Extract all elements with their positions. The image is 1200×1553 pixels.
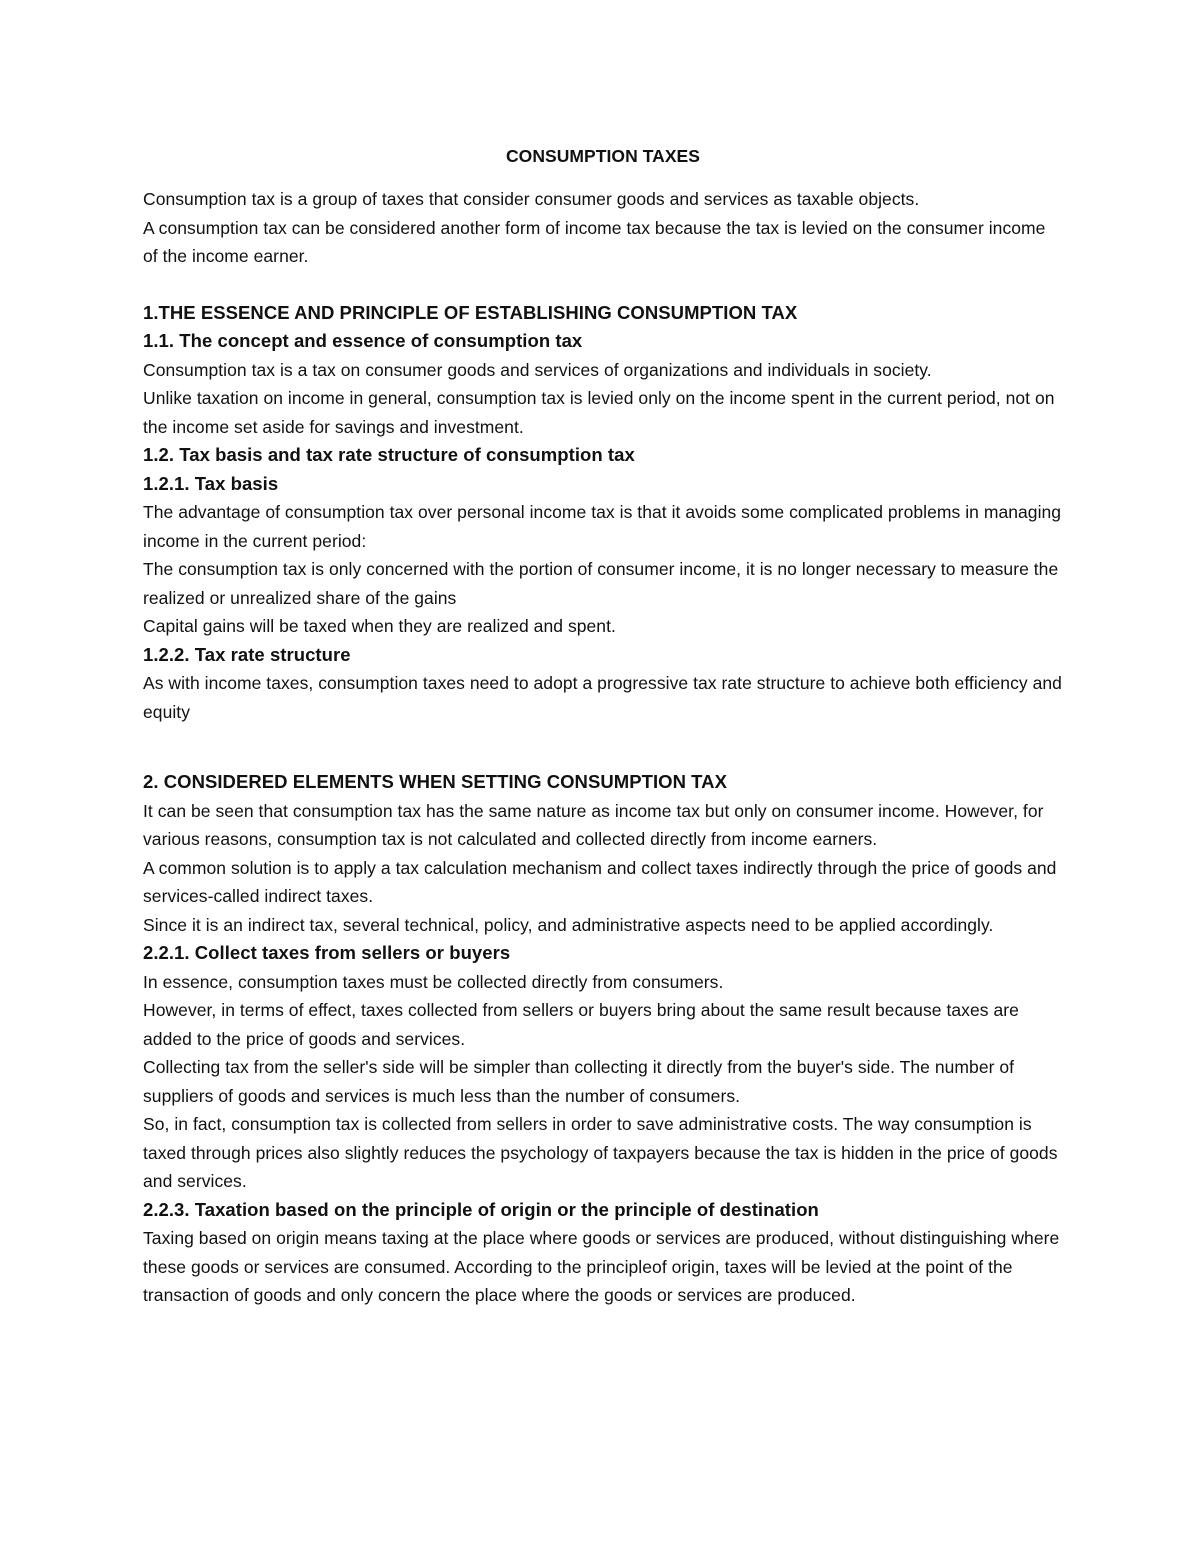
paragraph: A common solution is to apply a tax calculation mechanism and collect taxes indirectly through the price of goods and services-called indirect taxes. [143, 857, 1057, 906]
paragraph: So, in fact, consumption tax is collected from sellers in order to save administrative costs. The way consumption is taxed through prices also slightly reduces the psychology of taxpayers because the tax is hidden in the price of goods and services. [143, 1114, 1058, 1191]
section-1-heading: 1.THE ESSENCE AND PRINCIPLE OF ESTABLISHING CONSUMPTION TAX [143, 301, 798, 323]
paragraph: The consumption tax is only concerned with the portion of consumer income, it is no longer necessary to measure the realized or unrealized share of the gains [143, 559, 1059, 608]
paragraph: Since it is an indirect tax, several technical, policy, and administrative aspects need to be applied accordingly. [143, 914, 994, 935]
paragraph: The advantage of consumption tax over personal income tax is that it avoids some complicated problems in managing income in the current period: [143, 502, 1062, 551]
document-title: CONSUMPTION TAXES [505, 146, 700, 166]
paragraph: Consumption tax is a tax on consumer goods and services of organizations and individuals in society. [143, 359, 932, 380]
intro-paragraph: Consumption tax is a group of taxes that consider consumer goods and services as taxable objects. [143, 189, 920, 209]
paragraph: However, in terms of effect, taxes collected from sellers or buyers bring about the same result because taxes are added to the price of goods and services. [143, 1000, 1019, 1049]
paragraph: Taxing based on origin means taxing at the place where goods or services are produced, without distinguishing where these goods or services are consumed. According to the principleof origin, taxes will be levied at the point of the transaction of goods and only concern the place where the goods or services are produced. [143, 1228, 1060, 1305]
subsection-1-1-heading: 1.1. The concept and essence of consumption tax [143, 330, 583, 351]
subsection-1-2-2-heading: 1.2.2. Tax rate structure [143, 643, 351, 665]
paragraph: In essence, consumption taxes must be collected directly from consumers. [143, 971, 724, 992]
paragraph: As with income taxes, consumption taxes need to adopt a progressive tax rate structure to achieve both efficiency and equity [143, 673, 1062, 722]
paragraph: Collecting tax from the seller's side will be simpler than collecting it directly from the buyer's side. The number of suppliers of goods and services is much less than the number of consumers. [143, 1057, 1015, 1106]
subsection-1-2-1-heading: 1.2.1. Tax basis [143, 472, 279, 494]
subsection-2-2-3-heading: 2.2.3. Taxation based on the principle of origin or the principle of destination [143, 1198, 819, 1220]
intro-paragraph: A consumption tax can be considered another form of income tax because the tax is levied on the consumer income of the income earner. [143, 217, 1046, 266]
document-body [143, 143, 1063, 1310]
paragraph: Capital gains will be taxed when they are realized and spent. [143, 616, 616, 636]
subsection-2-2-1-heading: 2.2.1. Collect taxes from sellers or buyers [143, 942, 511, 963]
paragraph: It can be seen that consumption tax has the same nature as income tax but only on consumer income. However, for various reasons, consumption tax is not calculated and collected directly from income earners. [143, 800, 1044, 849]
section-2-heading: 2. CONSIDERED ELEMENTS WHEN SETTING CONSUMPTION TAX [143, 771, 727, 792]
paragraph: Unlike taxation on income in general, consumption tax is levied only on the income spent in the current period, not on the income set aside for savings and investment. [143, 388, 1055, 437]
subsection-1-2-heading: 1.2. Tax basis and tax rate structure of consumption tax [143, 444, 635, 465]
